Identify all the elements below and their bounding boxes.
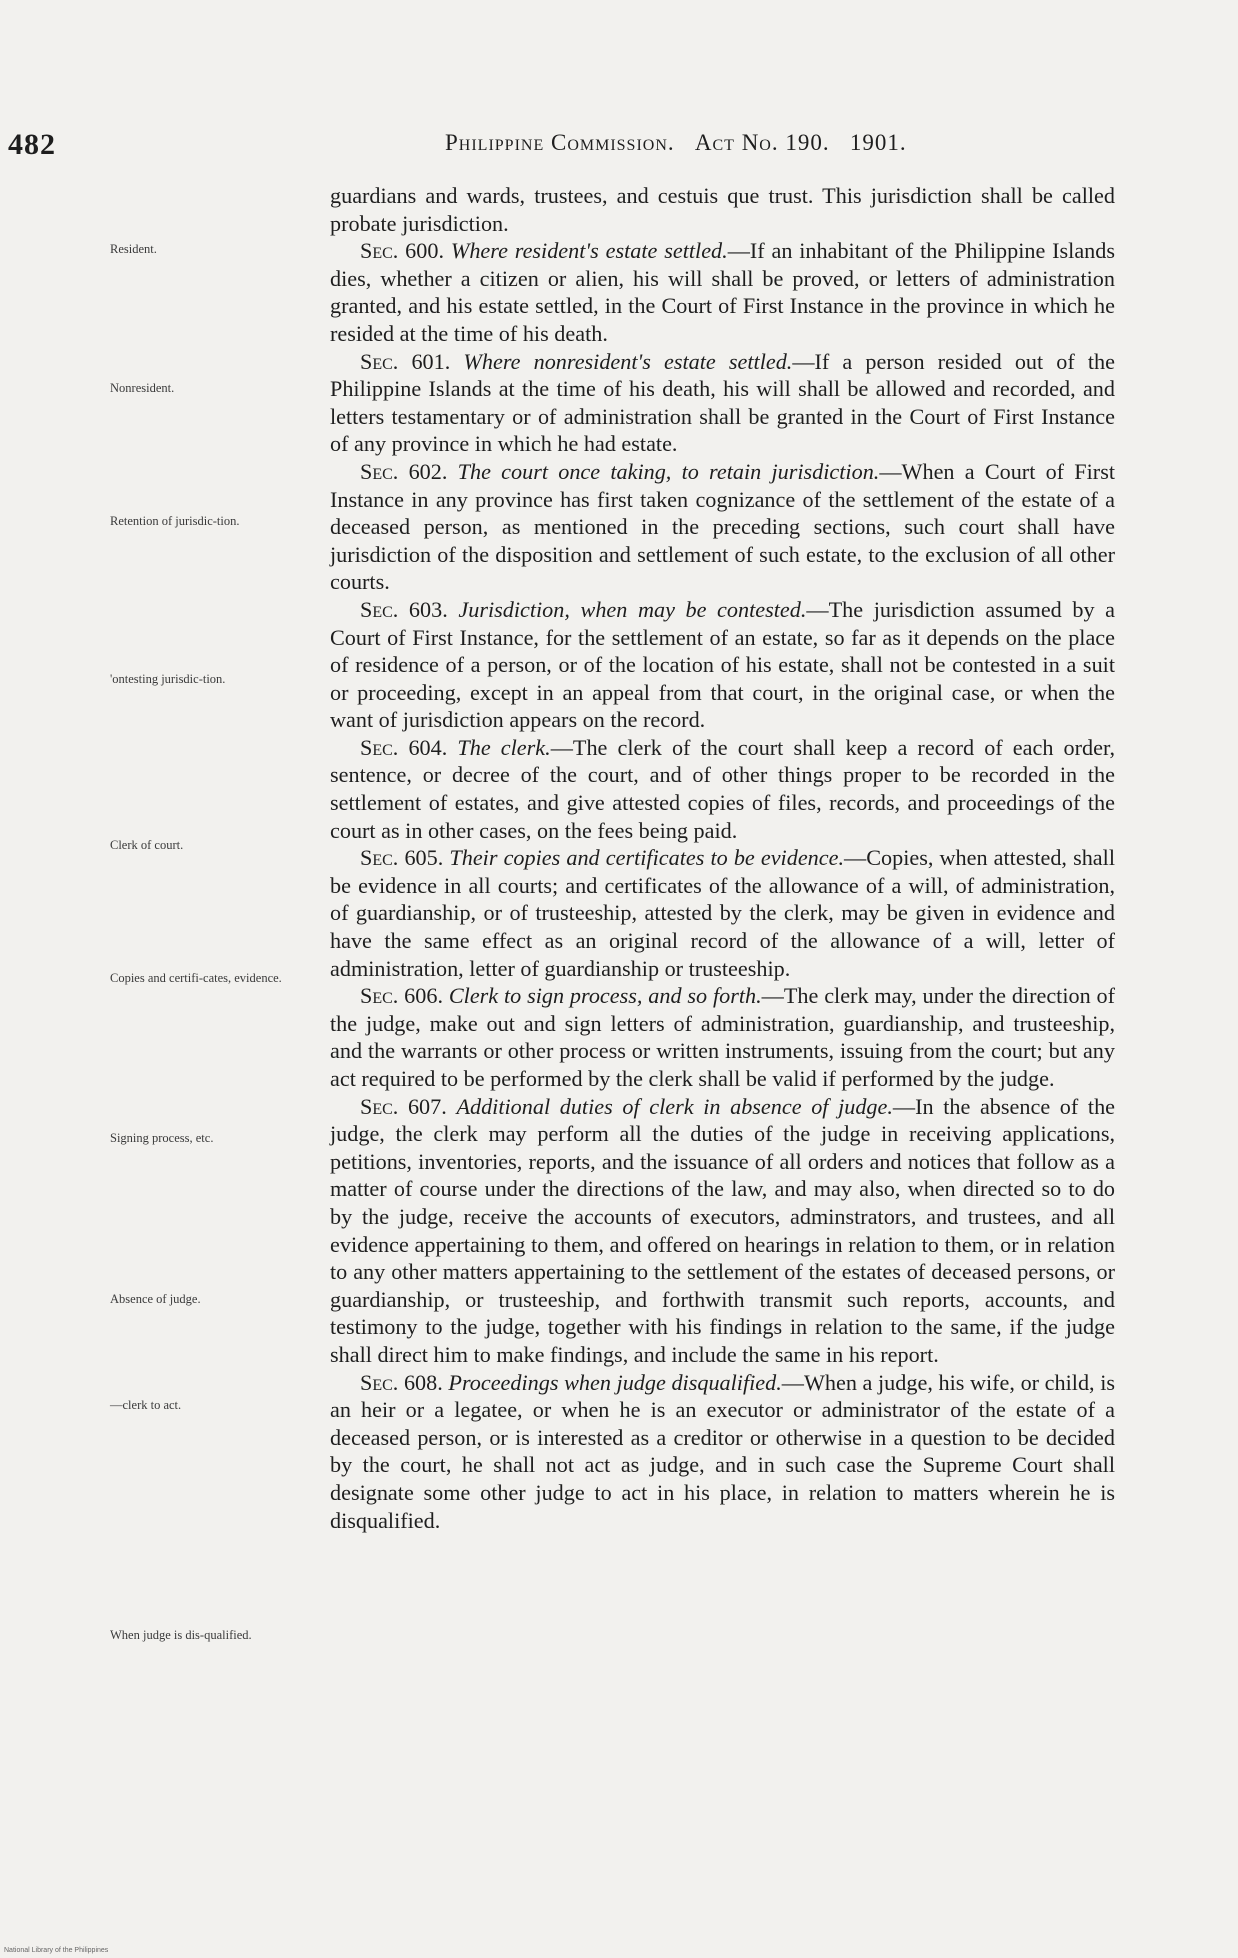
- section-number: Sec. 607.: [360, 1093, 447, 1119]
- scan-footer: National Library of the Philippines: [4, 1947, 109, 1954]
- section-605: [330, 844, 1115, 982]
- opening-paragraph: guardians and wards, trustees, and cestuis que trust. This jurisdiction shall be called probate jurisdiction.: [330, 183, 1115, 236]
- margin-note-copies: Copies and certifi-cates, evidence.: [110, 971, 282, 985]
- section-caption: Where nonresident's estate settled.: [463, 348, 793, 374]
- section-caption: Their copies and certificates to be evidence.: [449, 845, 845, 871]
- section-caption: Proceedings when judge disqualified.: [448, 1369, 782, 1395]
- running-head-title: Philippine Commission.: [445, 130, 675, 155]
- section-number: Sec. 608.: [360, 1369, 443, 1395]
- section-606: [330, 982, 1115, 1092]
- margin-note-absence: Absence of judge.: [110, 1292, 201, 1306]
- page-number: 482: [8, 128, 56, 161]
- margin-note-retention: Retention of jurisdic-tion.: [110, 514, 240, 528]
- margin-note-signing: Signing process, etc.: [110, 1131, 214, 1145]
- margin-note-clerk: Clerk of court.: [110, 838, 184, 852]
- margin-note-resident: Resident.: [110, 242, 157, 256]
- section-number: Sec. 601.: [360, 348, 451, 374]
- section-caption: Jurisdiction, when may be contested.: [458, 596, 807, 622]
- margin-note-nonresident: Nonresident.: [110, 381, 175, 395]
- section-602: [330, 458, 1115, 596]
- margin-note-clerk-to-act: —clerk to act.: [110, 1398, 182, 1412]
- section-number: Sec. 605.: [360, 845, 444, 871]
- section-text: —If an inhabitant of the Philippine Islands dies, whether a citizen or alien, his will shall be proved, or letters of administration granted, and his estate settled, in the Court of First Instance in the province in which he resided at the time of his death.: [330, 238, 1115, 346]
- section-caption: The court once taking, to retain jurisdiction.: [457, 458, 880, 484]
- section-604: [330, 734, 1115, 844]
- section-603: [330, 596, 1115, 734]
- running-head-act: Act No. 190.: [694, 130, 830, 155]
- section-number: Sec. 603.: [360, 596, 448, 622]
- section-600: [330, 237, 1115, 347]
- section-number: Sec. 604.: [360, 734, 448, 760]
- margin-note-contesting: 'ontesting jurisdic-tion.: [110, 672, 226, 686]
- body-text: [330, 182, 1115, 1534]
- section-text: —The clerk of the court shall keep a record of each order, sentence, or decree of the court, and of other things proper to be recorded in the settlement of estates, and give attested copies of files, records, and proceedings of the court as in other cases, on the fees being paid.: [330, 734, 1116, 843]
- section-caption: The clerk.: [457, 734, 551, 760]
- running-head: [445, 130, 907, 156]
- section-text: —The jurisdiction assumed by a Court of First Instance, for the settlement of an estate, so far as it depends on the place of residence of a person, or of the location of his estate, shall not be contested in a suit or proceeding, except in an appeal from that court, in the original case, or when the want of jurisdiction appears on the record.: [330, 596, 1116, 733]
- section-caption: Clerk to sign process, and so forth.: [448, 983, 762, 1009]
- section-text: —When a judge, his wife, or child, is an heir or a legatee, or when he is an executor or administrator of the estate of a deceased person, or is interested as a creditor or otherwise in a question to be decided by the court, he shall not act as judge, and in such case the Supreme Court shall designate some other judge to act in his place, in relation to matters wherein he is disqualified.: [330, 1369, 1115, 1533]
- section-text: —If a person resided out of the Philippine Islands at the time of his death, his will shall be allowed and recorded, and letters testamentary or of administration shall be granted in the Court of First Instance of any province in which he had estate.: [330, 348, 1115, 457]
- section-caption: Additional duties of clerk in absence of judge.: [456, 1093, 893, 1119]
- section-text: —When a Court of First Instance in any province has first taken cognizance of the settlement of the estate of a deceased person, as mentioned in the preceding sections, such court shall have jurisdiction of the disposition and settlement of such estate, to the exclusion of all other courts.: [330, 458, 1115, 595]
- section-number: Sec. 600.: [360, 238, 444, 264]
- section-608: [330, 1369, 1115, 1535]
- section-number: Sec. 606.: [360, 983, 444, 1009]
- section-text: —Copies, when attested, shall be evidence in all courts; and certificates of the allowance of a will, of administration, of guardianship, or of trusteeship, attested by the clerk, may be given in evidence and have the same effect as an original record of the allowance of a will, letter of administration, letter of guardianship or trusteeship.: [330, 845, 1115, 981]
- section-601: [330, 348, 1115, 458]
- running-head-year: 1901.: [849, 130, 907, 155]
- section-text: —The clerk may, under the direction of the judge, make out and sign letters of administration, guardianship, and trusteeship, and the warrants or other process or written instruments, issuing from the court; but any act required to be performed by the clerk shall be valid if performed by the judge.: [330, 983, 1116, 1091]
- section-text: —In the absence of the judge, the clerk may perform all the duties of the judge in receiving applications, petitions, inventories, reports, and the issuance of all orders and notices that follow as a matter of course under the directions of the law, and may also, when directed so to do by the judge, receive the accounts of executors, adminstrators, and trustees, and all evidence appertaining to them, and offered on hearings in relation to them, or in relation to any other matters appertaining to the settlement of the estates of deceased persons, or guardianship, or trusteeship, and forthwith transmit such reports, accounts, and testimony to the judge, together with his findings in relation to the same, if the judge shall direct him to make findings, and include the same in his report.: [330, 1093, 1116, 1367]
- section-caption: Where resident's estate settled.: [450, 238, 728, 264]
- margin-note-judge-disqualified: When judge is dis-qualified.: [110, 1628, 252, 1642]
- section-number: Sec. 602.: [360, 458, 448, 484]
- section-607: [330, 1093, 1115, 1369]
